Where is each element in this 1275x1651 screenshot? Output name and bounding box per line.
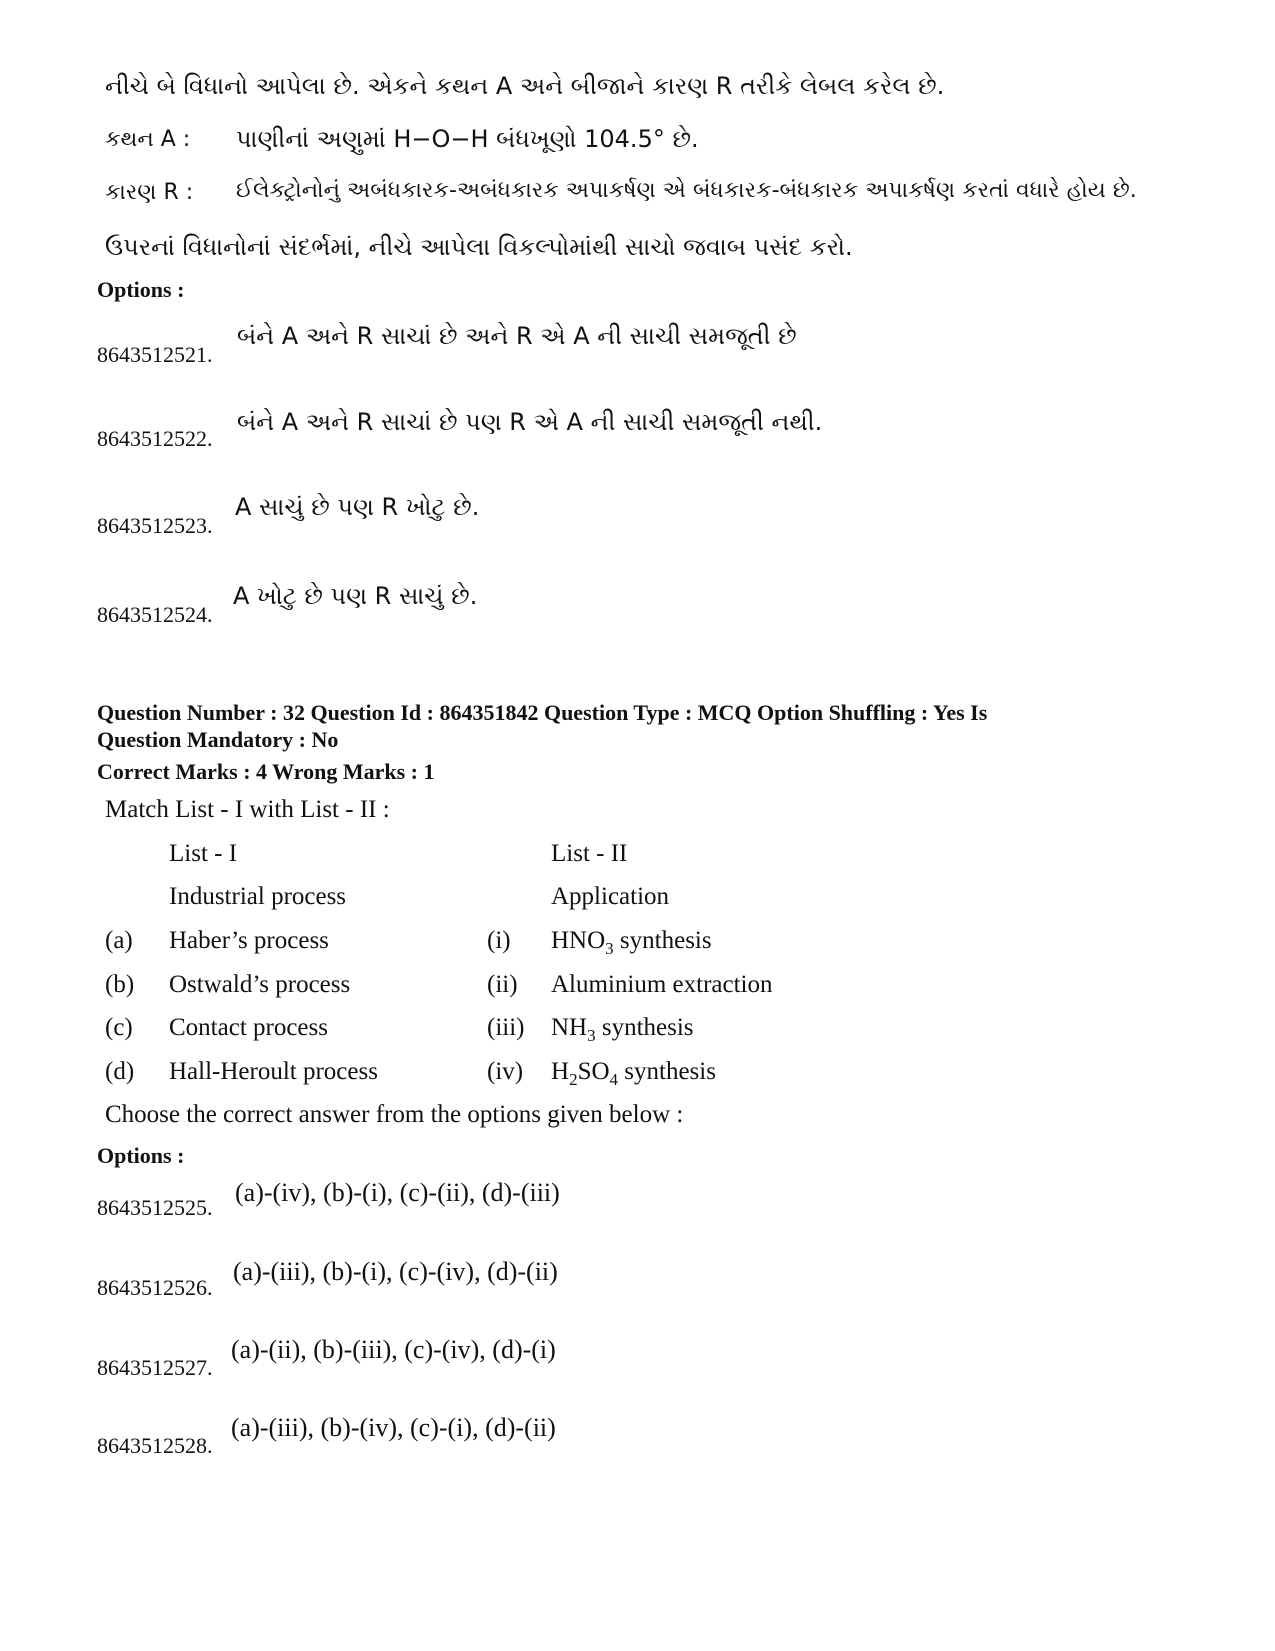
- assertion-text: પાણીનાં અણુમાં H−O−H બંધખૂણો 104.5° છે.: [236, 125, 699, 153]
- option-id: 8643512525.: [97, 1195, 213, 1220]
- row-letter: (c): [105, 1014, 133, 1041]
- option-text: બંને A અને R સાચાં છે પણ R એ A ની સાચી સમજૂતી નથી.: [237, 408, 823, 436]
- option-id: 8643512527.: [97, 1355, 213, 1380]
- row-letter: (a): [105, 927, 133, 954]
- row-process: Ostwald’s process: [169, 971, 351, 998]
- option-id: 8643512523.: [97, 513, 213, 538]
- option-text: (a)-(iii), (b)-(iv), (c)-(i), (d)-(ii): [231, 1413, 556, 1442]
- option-id: 8643512522.: [97, 426, 213, 451]
- list1-title: List - I: [169, 840, 238, 867]
- row-roman: (iv): [487, 1058, 524, 1085]
- option-text: A ખોટુ છે પણ R સાચું છે.: [233, 582, 478, 610]
- row-roman: (iii): [487, 1014, 525, 1041]
- row-letter: (b): [105, 971, 135, 998]
- option-id: 8643512521.: [97, 342, 213, 367]
- reason-label: કારણ R :: [105, 180, 194, 205]
- reason-text: ઈલેક્ટ્રોનોનું અબંધકારક-અબંધકારક અપાકર્ષણ એ બંધકારક-બંધકારક અપાકર્ષણ કરતાં વધારે હોય છે.: [236, 178, 1137, 203]
- option-id: 8643512528.: [97, 1433, 213, 1458]
- q32-choose: Choose the correct answer from the options given below :: [105, 1101, 684, 1128]
- q32-header-line2: Question Mandatory : No: [97, 727, 339, 752]
- q32-marks: Correct Marks : 4 Wrong Marks : 1: [97, 759, 435, 784]
- row-roman: (ii): [487, 971, 518, 998]
- option-id: 8643512526.: [97, 1275, 213, 1300]
- row-application: $H_2SO_4$ synthesis: [551, 1058, 716, 1089]
- list2-subtitle: Application: [551, 883, 670, 910]
- q32-prompt: Match List - I with List - II :: [105, 796, 390, 823]
- list1-subtitle: Industrial process: [169, 883, 347, 910]
- row-application: $HNO_3$ synthesis: [551, 927, 712, 958]
- assertion-reason-intro: નીચે બે વિધાનો આપેલા છે. એકને કથન A અને બીજાને કારણ R તરીકે લેબલ કરેલ છે.: [105, 72, 945, 100]
- row-process: Hall-Heroult process: [169, 1058, 378, 1085]
- option-text: બંને A અને R સાચાં છે અને R એ A ની સાચી સમજૂતી છે: [237, 322, 797, 350]
- q31-options-label: Options :: [97, 277, 185, 302]
- row-letter: (d): [105, 1058, 135, 1085]
- assertion-label: કથન A :: [105, 127, 191, 152]
- row-process: Contact process: [169, 1014, 328, 1041]
- q32-options-label: Options :: [97, 1143, 185, 1168]
- option-text: A સાચું છે પણ R ખોટુ છે.: [235, 493, 480, 521]
- row-application: Aluminium extraction: [551, 971, 773, 998]
- list2-title: List - II: [551, 840, 628, 867]
- option-text: (a)-(iii), (b)-(i), (c)-(iv), (d)-(ii): [233, 1257, 558, 1286]
- option-text: (a)-(ii), (b)-(iii), (c)-(iv), (d)-(i): [231, 1335, 556, 1364]
- row-application: $NH_3$ synthesis: [551, 1014, 694, 1045]
- option-id: 8643512524.: [97, 602, 213, 627]
- row-roman: (i): [487, 927, 511, 954]
- row-process: Haber’s process: [169, 927, 329, 954]
- q32-header-line1: Question Number : 32 Question Id : 864351842 Question Type : MCQ Option Shuffling : Yes Is: [97, 700, 988, 725]
- q31-instruction: ઉપરનાં વિધાનોનાં સંદર્ભમાં, નીચે આપેલા વિકલ્પોમાંથી સાચો જવાબ પસંદ કરો.: [105, 233, 853, 261]
- option-text: (a)-(iv), (b)-(i), (c)-(ii), (d)-(iii): [235, 1178, 560, 1207]
